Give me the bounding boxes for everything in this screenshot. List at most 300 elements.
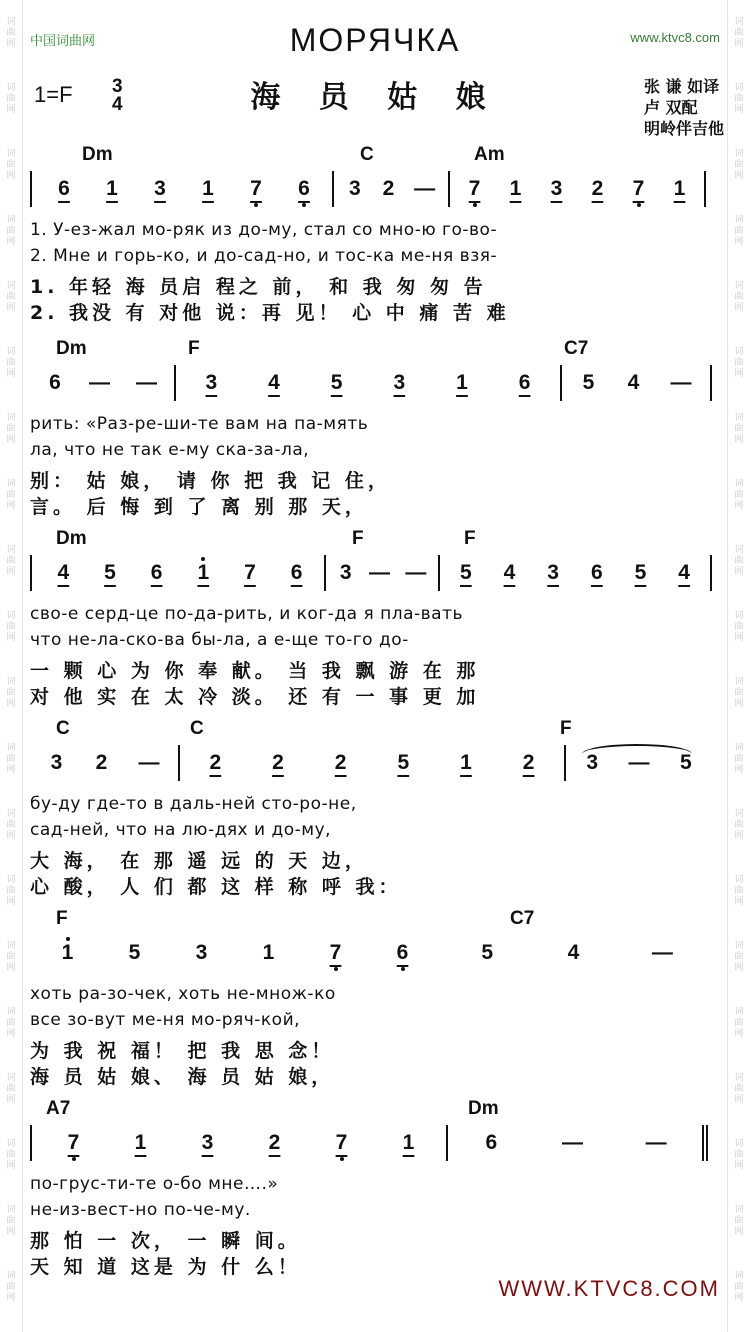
chord-label: Dm [56,528,87,549]
notation-line [30,368,724,398]
watermark-glyph: 网 [734,764,744,775]
watermark-glyph: 曲 [6,423,16,434]
measure-final [448,1125,708,1161]
watermark-glyph: 网 [734,500,744,511]
watermark-glyph: 词 [734,148,744,159]
watermark-glyph: 曲 [6,1281,16,1292]
chord-label: Dm [56,338,87,359]
watermark-glyph: 曲 [6,819,16,830]
watermark-glyph: 网 [734,896,744,907]
note: 4 [268,371,280,394]
watermark-glyph: 网 [6,104,16,115]
watermark-glyph: 词 [734,82,744,93]
watermark-glyph: 词 [734,544,744,555]
note: 3 [550,177,563,200]
time-signature [112,78,123,114]
watermark-glyph: 词 [734,676,744,687]
watermark-block [734,990,743,1056]
note: 6 [290,561,303,584]
watermark-glyph: 网 [6,962,16,973]
note: 3 [154,177,166,200]
watermark-glyph: 词 [6,1204,16,1215]
watermark-glyph: 曲 [734,753,744,764]
credit-guitar: 明岭伴吉他 [643,119,724,138]
watermark-block [6,1122,15,1188]
note: 5 [481,941,493,964]
note: 3 [393,371,406,394]
credit-arranger: 卢 双配 [643,98,698,117]
note: — [405,561,427,584]
watermark-glyph: 网 [6,566,16,577]
watermark-block [6,792,15,858]
lyric-line-chinese-2: 言。 后 悔 到 了 离 别 那 天， [30,496,368,518]
watermark-block [734,792,743,858]
lyric-line-chinese-1: 别： 姑 娘， 请 你 把 我 记 住， [30,470,391,492]
note: 7 [328,941,344,965]
watermark-glyph: 词 [734,1006,744,1017]
note: 3 [339,561,352,584]
measure [450,171,706,207]
watermark-block [734,858,743,924]
watermark-glyph: 曲 [734,1083,744,1094]
watermark-block [6,462,15,528]
note: 3 [201,1131,214,1154]
note: 3 [195,941,208,964]
lyric-line-chinese-2: 天 知 道 这是 为 什 么！ [30,1256,301,1278]
lyric-line-russian-1: 1. У-ез-жал мо-ряк из до-му, стал со мно-ю го-во- [30,220,498,240]
watermark-block [6,528,15,594]
watermark-glyph: 网 [734,698,744,709]
watermark-glyph: 曲 [6,753,16,764]
chord-label: C7 [510,908,535,929]
watermark-glyph: 网 [6,1028,16,1039]
watermark-glyph: 曲 [734,489,744,500]
note: 5 [679,751,692,774]
watermark-glyph: 曲 [6,225,16,236]
watermark-glyph: 词 [6,1072,16,1083]
measure [180,745,566,781]
note: 6 [518,371,531,394]
watermark-glyph: 网 [6,1292,16,1303]
chord-label: Dm [82,144,113,165]
lyric-line-chinese-2: 对 他 实 在 太 冷 淡。 还 有 一 事 更 加 [30,686,480,708]
measure [566,745,712,781]
note: 1 [460,751,472,774]
watermark-glyph: 曲 [734,93,744,104]
time-signature-top: 3 [112,76,123,97]
note: 4 [503,561,516,584]
note: 5 [330,371,343,394]
chord-label: F [352,528,364,549]
note: 3 [547,561,559,584]
chord-label: F [560,718,572,739]
watermark-block [6,1056,15,1122]
watermark-block [6,396,15,462]
watermark-glyph: 词 [6,676,16,687]
watermark-glyph: 网 [6,896,16,907]
watermark-block [6,990,15,1056]
note: 1 [134,1131,147,1154]
watermark-glyph: 曲 [734,885,744,896]
watermark-glyph: 网 [734,104,744,115]
lyric-line-russian-2: 2. Мне и горь-ко, и до-сад-но, и тос-ка ме-ня взя- [30,246,498,266]
note: 1 [106,177,118,200]
note: 2 [95,751,108,774]
watermark-glyph: 曲 [6,1083,16,1094]
watermark-glyph: 网 [734,170,744,181]
lyric-line-russian-2: ла, что не так е-му ска-за-ла, [30,440,310,460]
note: 6 [150,561,163,584]
title-russian: МОРЯЧКА [289,22,461,58]
note: 3 [205,371,218,394]
note: 2 [272,751,284,774]
left-watermark-strip [0,0,23,1332]
watermark-glyph: 曲 [6,291,16,302]
lyric-line-chinese-1: 1. 年轻 海 员启 程之 前， 和 我 匆 匆 告 [30,276,487,298]
watermark-glyph: 词 [734,1270,744,1281]
chord-label: Dm [468,1098,499,1119]
note: 6 [590,561,603,584]
watermark-glyph: 曲 [734,621,744,632]
chord-label: C7 [564,338,589,359]
watermark-block [734,1056,743,1122]
lyric-line-russian-1: рить: «Раз-ре-ши-те вам на па-мять [30,414,369,434]
note: 6 [485,1131,498,1154]
watermark-glyph: 曲 [6,159,16,170]
watermark-glyph: 曲 [6,885,16,896]
site-link-left[interactable]: 中国词曲网 [30,33,96,48]
watermark-block [734,132,743,198]
lyric-line-chinese-2: 心 酸， 人 们 都 这 样 称 呼 我： [30,876,402,898]
site-link-right[interactable]: www.ktvc8.com [630,30,720,45]
watermark-glyph: 曲 [734,1281,744,1292]
watermark-block [6,132,15,198]
credits [644,76,724,139]
watermark-glyph: 曲 [734,291,744,302]
note: 6 [58,177,70,200]
watermark-glyph: 网 [6,1094,16,1105]
watermark-block [6,924,15,990]
watermark-glyph: 曲 [6,1215,16,1226]
site-link-bottom[interactable]: WWW.KTVC8.COM [498,1276,720,1301]
watermark-glyph: 曲 [734,1149,744,1160]
watermark-glyph: 词 [734,1072,744,1083]
watermark-glyph: 曲 [734,819,744,830]
lyric-line-russian-1: бу-ду где-то в даль-ней сто-ро-не, [30,794,357,814]
watermark-glyph: 曲 [734,357,744,368]
watermark-glyph: 曲 [734,1215,744,1226]
watermark-glyph: 词 [6,1006,16,1017]
watermark-glyph: 曲 [734,687,744,698]
note: — [561,1131,583,1154]
watermark-glyph: 词 [6,346,16,357]
measure [440,555,712,591]
note: 7 [244,561,256,584]
note: 2 [209,751,222,774]
notation-line [30,1128,724,1158]
watermark-block [734,594,743,660]
watermark-glyph: 词 [734,478,744,489]
watermark-glyph: 词 [6,148,16,159]
watermark-block [734,1122,743,1188]
note: 5 [634,561,647,584]
watermark-glyph: 曲 [734,1017,744,1028]
watermark-glyph: 网 [734,1028,744,1039]
note: 4 [567,941,580,964]
watermark-glyph: 词 [6,280,16,291]
lyric-line-russian-1: хоть ра-зо-чек, хоть не-множ-ко [30,984,336,1004]
note: — [651,941,673,964]
watermark-glyph: 网 [6,368,16,379]
watermark-glyph: 网 [6,434,16,445]
watermark-glyph: 网 [734,302,744,313]
watermark-block [734,528,743,594]
notation-line [30,174,724,204]
watermark-glyph: 词 [734,940,744,951]
measure [30,745,180,781]
watermark-glyph: 词 [734,874,744,885]
measure [176,365,562,401]
watermark-glyph: 网 [734,1226,744,1237]
watermark-glyph: 网 [6,38,16,49]
watermark-block [734,1254,743,1320]
note: — [138,751,160,774]
measure [36,555,326,591]
note: 1 [202,177,214,200]
lyric-line-russian-1: сво-е серд-це по-да-рить, и ког-да я пла-вать [30,604,463,624]
watermark-glyph: 曲 [734,27,744,38]
watermark-glyph: 词 [734,16,744,27]
note: — [368,561,390,584]
watermark-glyph: 词 [6,940,16,951]
lyric-line-russian-2: все зо-вут ме-ня мо-ряч-кой, [30,1010,301,1030]
watermark-block [6,1188,15,1254]
title-chinese: 海 员 姑 娘 [250,80,500,115]
watermark-block [734,924,743,990]
watermark-glyph: 曲 [6,93,16,104]
watermark-block [734,462,743,528]
watermark-glyph: 词 [734,346,744,357]
note: 2 [522,751,535,774]
watermark-glyph: 词 [6,412,16,423]
chord-label: C [190,718,204,739]
watermark-glyph: 曲 [734,555,744,566]
note: 7 [631,177,647,201]
key-signature: 1=F [34,82,73,107]
note: 2 [268,1131,281,1154]
chord-label: Am [474,144,505,165]
note: — [89,371,110,394]
watermark-block [6,264,15,330]
watermark-glyph: 曲 [6,27,16,38]
watermark-glyph: 曲 [6,489,16,500]
chord-label: A7 [46,1098,71,1119]
chord-label: C [360,144,374,165]
watermark-glyph: 网 [734,38,744,49]
watermark-glyph: 网 [6,236,16,247]
measure [440,935,712,971]
note: 6 [296,177,312,201]
watermark-glyph: 词 [6,214,16,225]
watermark-glyph: 网 [6,1226,16,1237]
watermark-glyph: 词 [734,1204,744,1215]
lyric-line-chinese-2: 2. 我没 有 对他 说：再 见！ 心 中 痛 苦 难 [30,302,510,324]
watermark-block [734,396,743,462]
watermark-glyph: 曲 [6,555,16,566]
note: 4 [627,371,640,394]
start-barline [30,171,32,207]
measure [326,555,440,591]
watermark-glyph: 词 [734,808,744,819]
watermark-glyph: 曲 [734,225,744,236]
watermark-block [734,330,743,396]
watermark-glyph: 网 [734,434,744,445]
note: 7 [467,177,483,201]
watermark-glyph: 词 [734,742,744,753]
note: 4 [57,561,70,584]
note: — [670,371,692,394]
watermark-glyph: 词 [6,742,16,753]
note: 3 [348,177,361,200]
watermark-glyph: 网 [6,170,16,181]
watermark-glyph: 网 [6,830,16,841]
lyric-line-chinese-1: 一 颗 心 为 你 奉 献。 当 我 飘 游 在 那 [30,660,480,682]
watermark-glyph: 网 [734,1292,744,1303]
watermark-glyph: 曲 [6,951,16,962]
watermark-glyph: 网 [6,632,16,643]
watermark-glyph: 网 [6,302,16,313]
chord-label: F [56,908,68,929]
lyric-line-russian-1: по-грус-ти-те о-бо мне….» [30,1174,279,1194]
watermark-glyph: 曲 [6,687,16,698]
watermark-glyph: 词 [734,610,744,621]
measure [334,171,450,207]
note: 1 [673,177,686,200]
watermark-glyph: 词 [734,1138,744,1149]
lyric-line-chinese-2: 海 员 姑 娘、 海 员 姑 娘， [30,1066,335,1088]
note: 4 [678,561,690,584]
watermark-glyph: 曲 [734,423,744,434]
lyric-line-chinese-1: 为 我 祝 福！ 把 我 思 念！ [30,1040,335,1062]
start-barline [30,1125,32,1161]
note: 5 [459,561,472,584]
watermark-glyph: 词 [734,214,744,225]
watermark-block [6,726,15,792]
watermark-glyph: 网 [734,830,744,841]
measure [36,171,334,207]
chord-label: F [464,528,476,549]
watermark-block [6,594,15,660]
watermark-block [6,330,15,396]
note: 3 [50,751,63,774]
measure [562,365,712,401]
note: 1 [60,941,76,965]
watermark-glyph: 曲 [734,159,744,170]
watermark-glyph: 网 [734,962,744,973]
note: 2 [591,177,604,200]
watermark-glyph: 曲 [6,1149,16,1160]
watermark-block [734,1188,743,1254]
watermark-glyph: 词 [6,544,16,555]
lyric-line-chinese-1: 那 怕 一 次， 一 瞬 间。 [30,1230,301,1252]
watermark-block [6,198,15,264]
chord-label: F [188,338,200,359]
note: 6 [395,941,411,965]
watermark-glyph: 网 [6,1160,16,1171]
watermark-block [6,660,15,726]
note: — [628,751,650,774]
notation-line [30,938,724,968]
chord-label: C [56,718,70,739]
watermark-block [734,198,743,264]
note: 5 [397,751,410,774]
watermark-glyph: 曲 [6,1017,16,1028]
note: 1 [262,941,275,964]
watermark-glyph: 词 [734,280,744,291]
watermark-block [734,660,743,726]
note: 3 [586,751,598,774]
watermark-glyph: 网 [6,500,16,511]
note: 1 [195,561,211,585]
note: — [414,177,436,200]
watermark-glyph: 词 [6,610,16,621]
watermark-glyph: 曲 [6,357,16,368]
lyric-line-russian-2: не-из-вест-но по-че-му. [30,1200,251,1220]
watermark-glyph: 词 [6,874,16,885]
watermark-glyph: 网 [6,764,16,775]
note: — [645,1131,667,1154]
note: 7 [66,1131,82,1155]
watermark-glyph: 网 [734,1094,744,1105]
watermark-glyph: 曲 [6,621,16,632]
watermark-block [6,1254,15,1320]
note: — [136,371,157,394]
watermark-glyph: 词 [6,1138,16,1149]
note: 5 [582,371,595,394]
time-signature-bottom: 4 [112,94,123,115]
measure [36,1125,448,1161]
watermark-glyph: 词 [6,82,16,93]
measure [30,365,176,401]
watermark-block [734,726,743,792]
watermark-glyph: 网 [6,698,16,709]
note: 7 [334,1131,350,1155]
watermark-glyph: 网 [734,236,744,247]
note: 1 [456,371,468,394]
notation-line [30,748,724,778]
note: 5 [128,941,141,964]
watermark-glyph: 词 [6,808,16,819]
lyric-line-russian-2: сад-ней, что на лю-дях и до-му, [30,820,332,840]
credit-translator: 张 谦 如译 [643,77,720,96]
note: 6 [49,371,61,394]
watermark-glyph: 词 [734,412,744,423]
note: 2 [334,751,347,774]
watermark-glyph: 曲 [734,951,744,962]
watermark-block [6,858,15,924]
lyric-line-russian-2: что не-ла-ско-ва бы-ла, а е-ще то-го до- [30,630,409,650]
watermark-glyph: 网 [734,1160,744,1171]
watermark-block [734,264,743,330]
note: 5 [104,561,116,584]
watermark-glyph: 词 [6,1270,16,1281]
measure [30,935,440,971]
notation-line [30,558,724,588]
watermark-glyph: 词 [6,16,16,27]
lyric-line-chinese-1: 大 海， 在 那 遥 远 的 天 边， [30,850,368,872]
note: 1 [402,1131,415,1154]
right-watermark-strip [727,0,750,1332]
